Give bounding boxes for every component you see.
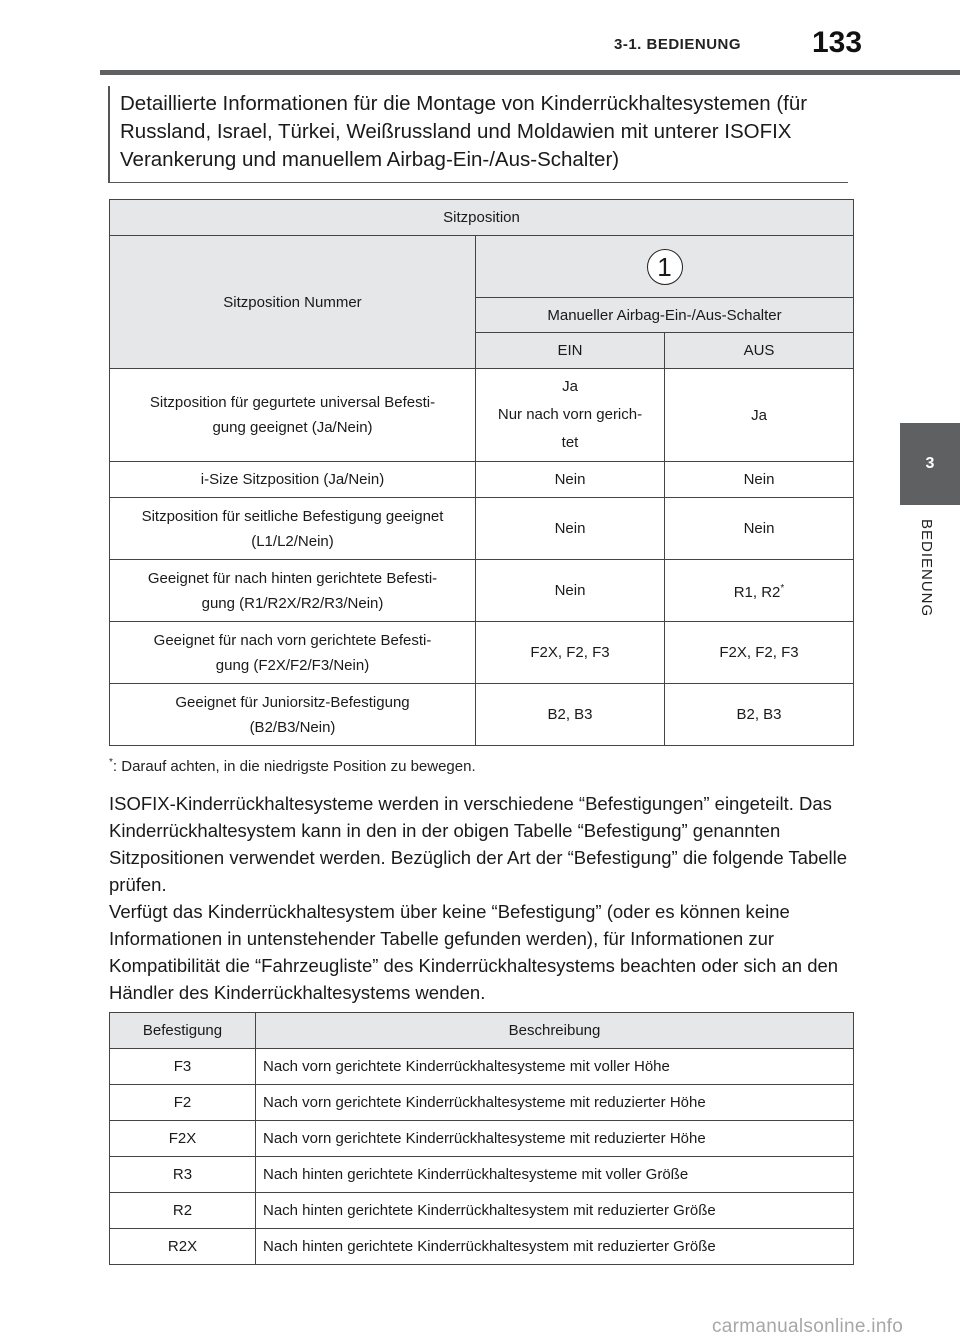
row-label: Geeignet für nach vorn gerichtete Befesti- gung (F2X/F2/F3/Nein) (110, 622, 476, 684)
row-value-off: Nein (665, 462, 854, 498)
table-row (110, 1085, 854, 1121)
seat-number-label: Sitzposition Nummer (110, 236, 476, 369)
table-row (110, 1157, 854, 1193)
table-row (110, 1049, 854, 1085)
paragraph: Verfügt das Kinderrückhaltesystem über keine “Befestigung” (oder es können keine Informationen in untenstehender Tabelle gefunden werden), für Informationen zur Kompatibilität die “Fahrzeugliste” des Kinderrückhaltesystems beachten oder sich an den Händler des Kinderrückhaltesystems wenden. (109, 901, 839, 1003)
col-header-on: EIN (476, 333, 665, 369)
row-value-on: F2X, F2, F3 (476, 622, 665, 684)
row-value-on: Nein (476, 560, 665, 622)
body-text (109, 790, 869, 1006)
row-value-off: Ja (665, 369, 854, 462)
table-row (110, 1229, 854, 1265)
row-value-on: B2, B3 (476, 684, 665, 746)
watermark: carmanualsonline.info (712, 1316, 904, 1337)
fixture-table (109, 1012, 854, 1265)
header-divider (100, 70, 960, 75)
table-title: Sitzposition (110, 200, 854, 236)
section-title: 3-1. BEDIENUNG (614, 36, 742, 53)
fixture-description: Nach hinten gerichtete Kinderrückhaltesysteme mit voller Größe (256, 1157, 854, 1193)
row-label: Sitzposition für gegurtete universal Befesti- gung geeignet (Ja/Nein) (110, 369, 476, 462)
chapter-tab: 3 (900, 423, 960, 505)
seat-position-table (109, 199, 854, 746)
fixture-code: R3 (110, 1157, 256, 1193)
table-row (110, 369, 854, 462)
row-value-off: B2, B3 (665, 684, 854, 746)
col-header-description: Beschreibung (256, 1013, 854, 1049)
seat-number-1: 1 (647, 249, 683, 285)
fixture-description: Nach hinten gerichtete Kinderrückhaltesystem mit reduzierter Größe (256, 1193, 854, 1229)
table-row (110, 1193, 854, 1229)
page-number: 133 (812, 26, 863, 59)
fixture-description: Nach hinten gerichtete Kinderrückhaltesystem mit reduzierter Größe (256, 1229, 854, 1265)
table-row (110, 622, 854, 684)
fixture-description: Nach vorn gerichtete Kinderrückhaltesysteme mit voller Höhe (256, 1049, 854, 1085)
footnote: *: Darauf achten, in die niedrigste Position zu bewegen. (109, 757, 476, 775)
paragraph: ISOFIX-Kinderrückhaltesysteme werden in verschiedene “Befestigungen” eingeteilt. Das Kinderrückhaltesystem kann in den in der obigen Tabelle “Befestigung” genannten Sitzpositionen verwendet werden. Bezüglich der Art der “Befestigung” die folgende Tabelle prüfen. (109, 793, 848, 895)
row-label: Geeignet für Juniorsitz-Befestigung (B2/B3/Nein) (110, 684, 476, 746)
fixture-code: R2X (110, 1229, 256, 1265)
row-value-off: R1, R2* (665, 560, 854, 622)
intro-text: Detaillierte Informationen für die Montage von Kinderrückhaltesystemen (für Russland, Israel, Türkei, Weißrussland und Moldawien mit unterer ISOFIX Verankerung und manuellem Airbag-Ein-/Aus-Schalter) (120, 92, 808, 171)
col-header-off: AUS (665, 333, 854, 369)
fixture-description: Nach vorn gerichtete Kinderrückhaltesysteme mit reduzierter Höhe (256, 1085, 854, 1121)
table-row (110, 462, 854, 498)
col-header-fixture: Befestigung (110, 1013, 256, 1049)
row-value-on: Nein (476, 498, 665, 560)
footnote-mark: * (780, 583, 785, 594)
fixture-code: F3 (110, 1049, 256, 1085)
row-value-on: Nein (476, 462, 665, 498)
airbag-switch-label: Manueller Airbag-Ein-/Aus-Schalter (476, 298, 854, 333)
fixture-description: Nach vorn gerichtete Kinderrückhaltesysteme mit reduzierter Höhe (256, 1121, 854, 1157)
table-row (110, 1121, 854, 1157)
fixture-code: R2 (110, 1193, 256, 1229)
fixture-code: F2 (110, 1085, 256, 1121)
chapter-label: BEDIENUNG (918, 519, 935, 618)
fixture-code: F2X (110, 1121, 256, 1157)
row-label: i-Size Sitzposition (Ja/Nein) (110, 462, 476, 498)
row-value-off: F2X, F2, F3 (665, 622, 854, 684)
intro-box (108, 86, 848, 183)
row-label: Geeignet für nach hinten gerichtete Befesti- gung (R1/R2X/R2/R3/Nein) (110, 560, 476, 622)
seat-number-cell (476, 236, 854, 298)
table-row (110, 498, 854, 560)
row-value-on: Ja Nur nach vorn gerich- tet (476, 369, 665, 462)
table-row (110, 560, 854, 622)
table-row (110, 684, 854, 746)
row-value-off: Nein (665, 498, 854, 560)
row-label: Sitzposition für seitliche Befestigung geeignet (L1/L2/Nein) (110, 498, 476, 560)
